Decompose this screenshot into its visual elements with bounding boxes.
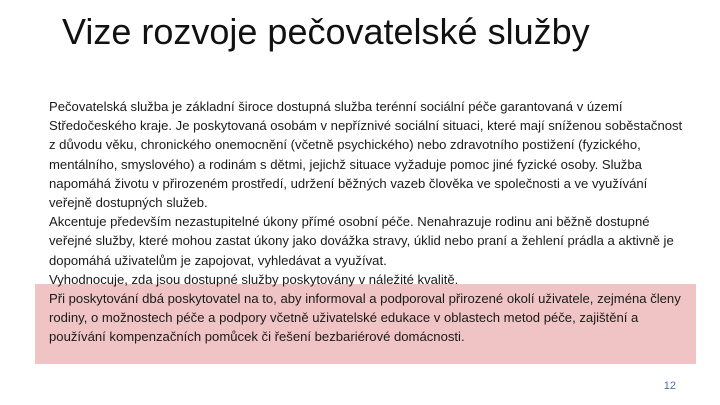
paragraph-evaluation: Vyhodnocuje, zda jsou dostupné služby poskytovány v náležité kvalitě. <box>49 271 459 287</box>
paragraph-definition: Pečovatelská služba je základní široce dostupná služba terénní sociální péče garantovaná v území Středočeského kraje. Je poskytovaná osobám v nepříznivé sociální situaci, které mají sníženou soběstačnost z důvodu věku, chronického onemocnění (včetně psychického) nebo zdravotního postižení (fyzického, mentálního, smyslového) a rodinám s dětmi, jejichž situace vyžaduje pomoc jiné fyzické osoby. Služba napomáhá životu v přirozeném prostředí, udržení běžných vazeb člověka ve společnosti a ve využívání veřejně dostupných služeb. <box>49 99 683 211</box>
paragraph-emphasis: Akcentuje především nezastupitelné úkony přímé osobní péče. Nenahrazuje rodinu ani běžně dostupné veřejné služby, které mohou zastat úkony jako dovážka stravy, úklid nebo praní a žehlení prádla a aktivně je dopomáhá uživatelům je zapojovat, vyhledávat a využívat. <box>49 214 674 268</box>
slide-title: Vize rozvoje pečovatelské služby <box>62 11 590 52</box>
slide-body <box>49 97 689 347</box>
page-number: 12 <box>663 380 676 392</box>
paragraph-provider-duties: Při poskytování dbá poskytovatel na to, aby informoval a podporoval přirozené okolí uživatele, zejména členy rodiny, o možnostech péče a podpory včetně uživatelské edukace v oblastech metod péče, zajištění a používání kompenzačních pomůcek či řešení bezbariérové domácnosti. <box>49 291 681 345</box>
